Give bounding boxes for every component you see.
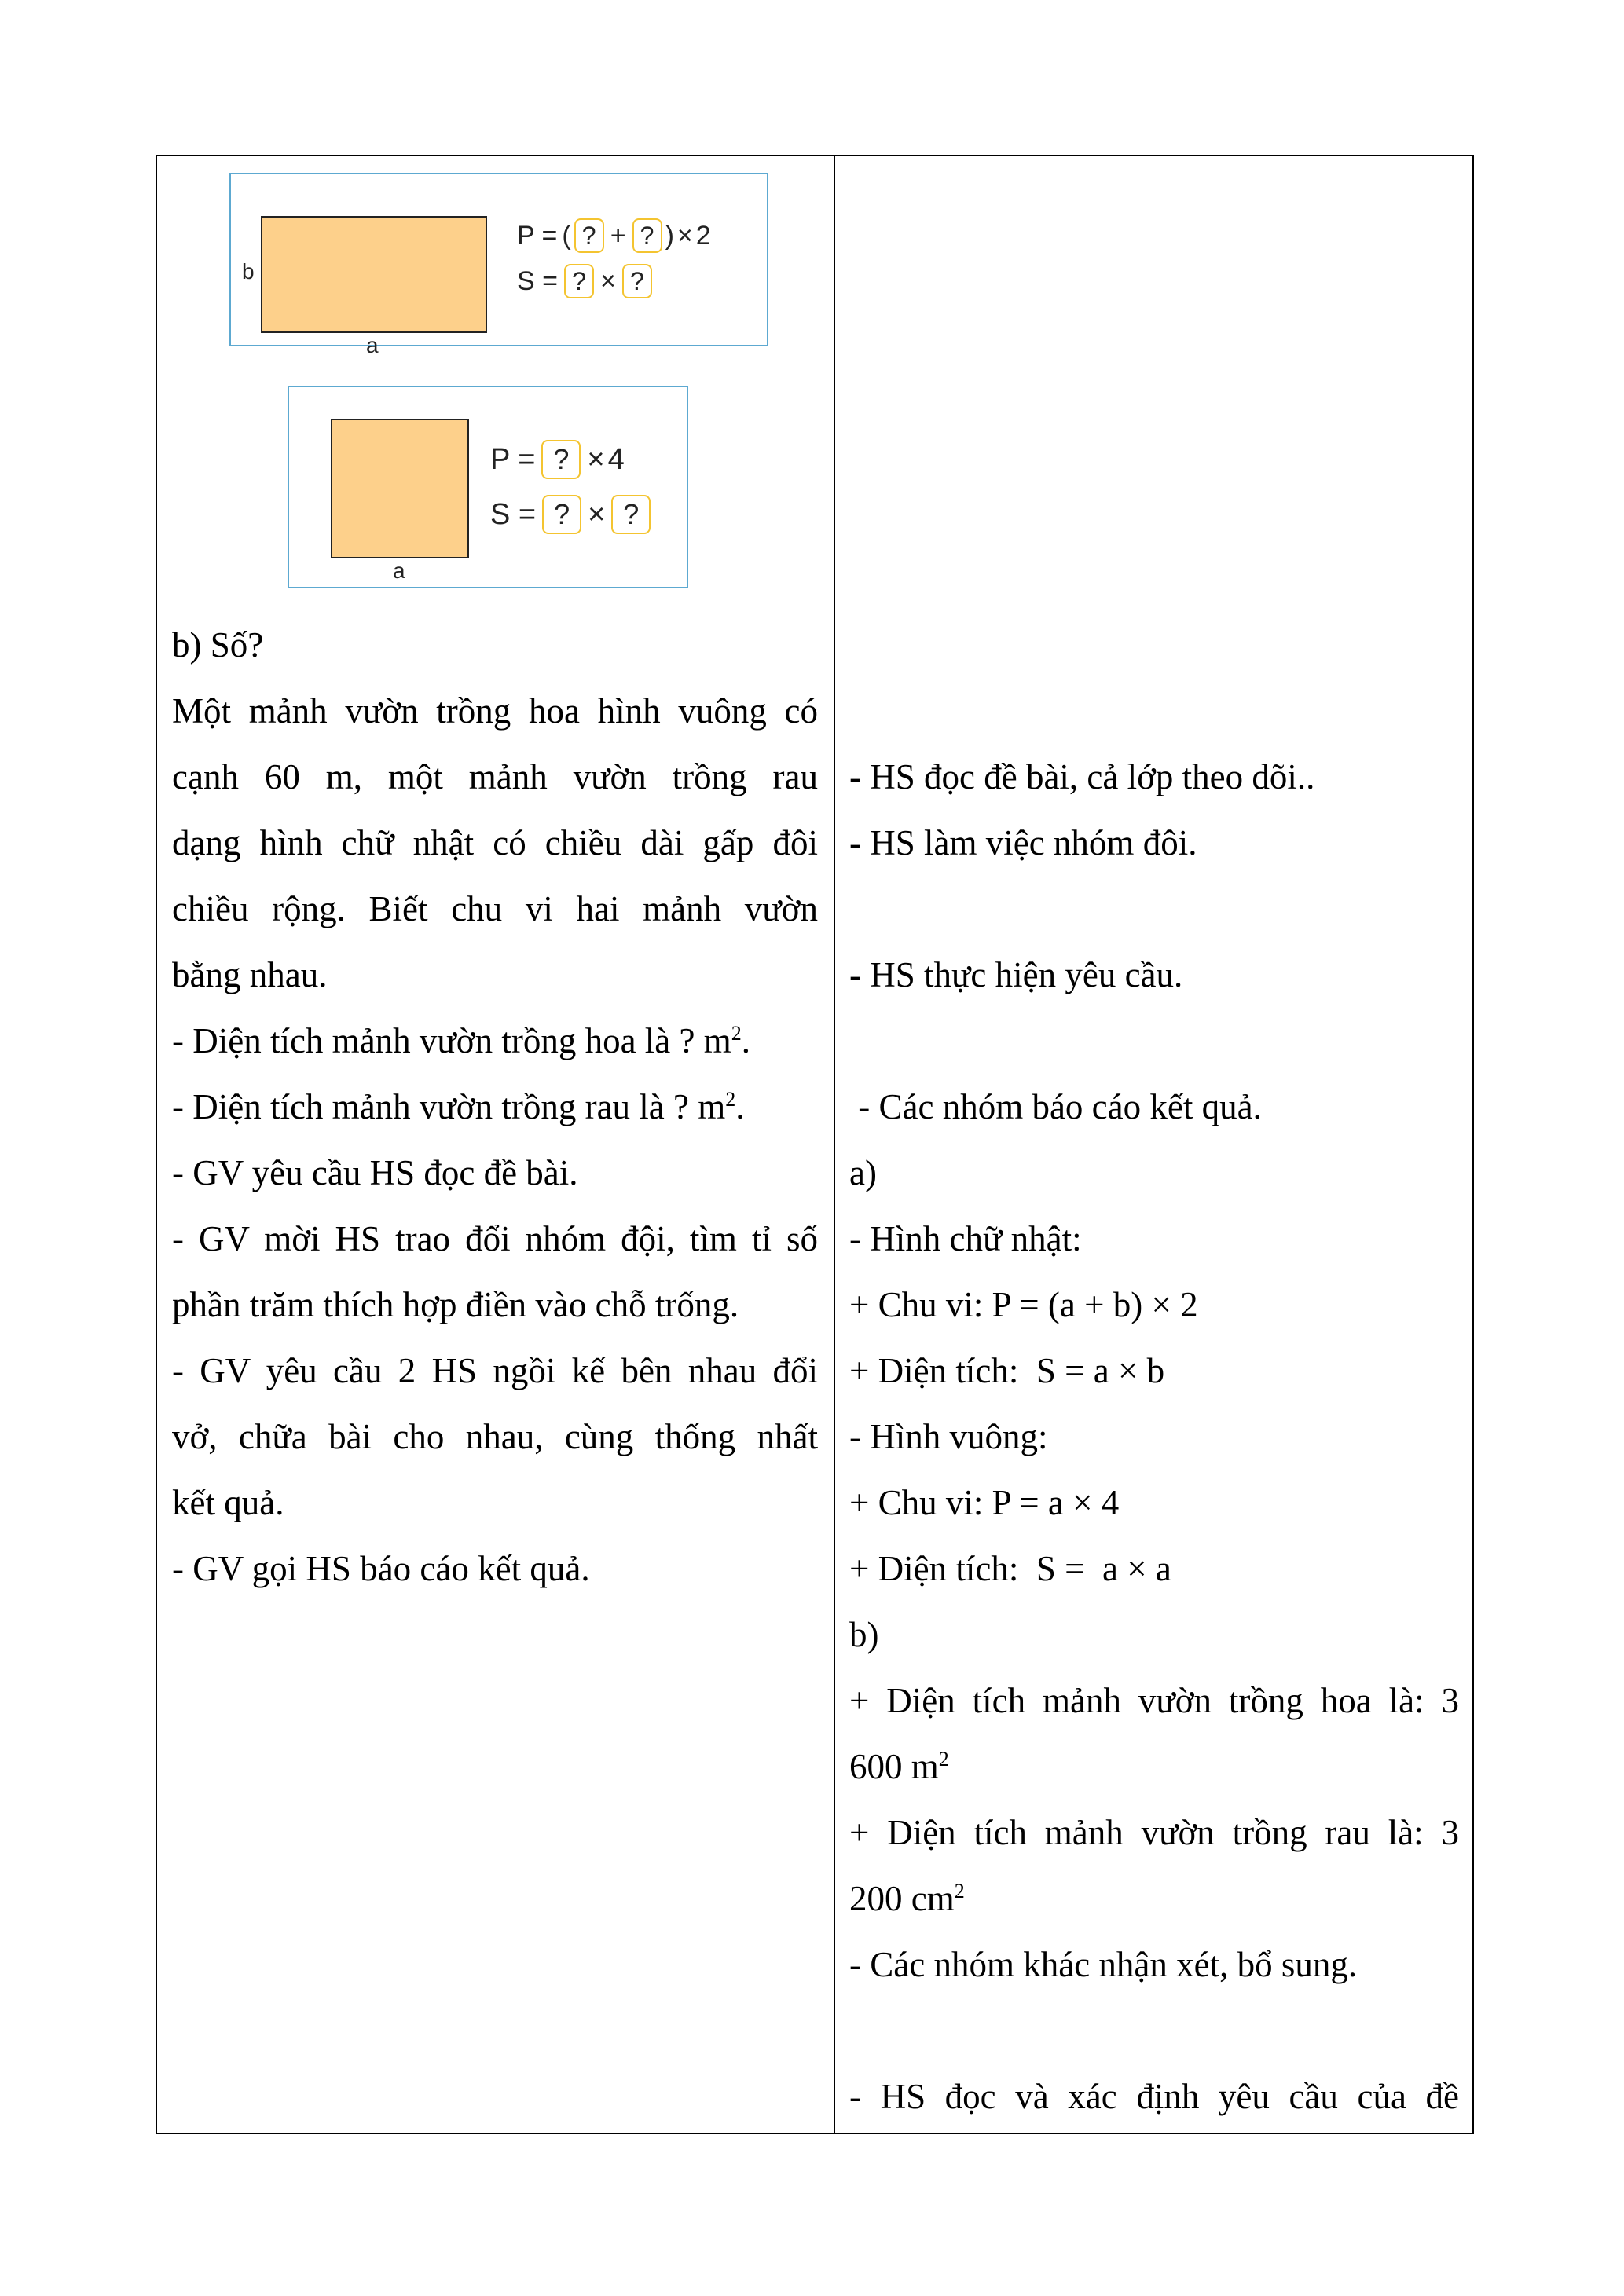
student-step: - Các nhóm khác nhận xét, bổ sung. (849, 1945, 1358, 1984)
answer-box[interactable]: ? (611, 495, 651, 534)
answer-line: - Hình vuông: (849, 1417, 1048, 1456)
exercise-b-title: b) Số? (172, 625, 264, 665)
answer-part-b: b) (849, 1615, 879, 1654)
rectangle-figure (229, 173, 768, 357)
formula-close-paren: ) (665, 220, 674, 251)
answer-line: - Hình chữ nhật: (849, 1219, 1082, 1258)
square-area-formula (490, 495, 654, 534)
answer-line-cont (849, 1743, 949, 1790)
teacher-step-cont: phần trăm thích hợp điền vào chỗ trống. (172, 1285, 739, 1324)
student-step: - HS làm việc nhóm đôi. (849, 823, 1197, 862)
teacher-step: - GV gọi HS báo cáo kết quả. (172, 1549, 590, 1588)
problem-text-line: Một mảnh vườn trồng hoa hình vuông có (172, 691, 818, 731)
superscript: 2 (731, 1022, 742, 1045)
answer-line: + Diện tích mảnh vườn trồng hoa là: 3 (849, 1681, 1459, 1720)
student-step: - HS thực hiện yêu cầu. (849, 955, 1183, 994)
times-sign: × (599, 265, 616, 296)
superscript: 2 (954, 1880, 965, 1902)
answer-value: 600 m (849, 1747, 939, 1786)
student-step: - Các nhóm báo cáo kết quả. (849, 1087, 1262, 1126)
formula-factor: 4 (607, 442, 625, 476)
square-perimeter-formula (490, 440, 625, 479)
answer-line: + Chu vi: P = a × 4 (849, 1483, 1120, 1522)
answer-line: + Diện tích mảnh vườn trồng rau là: 3 (849, 1813, 1459, 1852)
times-sign: × (588, 497, 606, 531)
rectangle-area-formula (517, 264, 655, 298)
question-end: . (735, 1087, 745, 1126)
formula-lhs: S = (490, 497, 537, 531)
teacher-step: - GV mời HS trao đổi nhóm đội, tìm tỉ số (172, 1219, 818, 1258)
answer-line: + Diện tích: S = a × a (849, 1549, 1171, 1588)
square-figure (288, 386, 688, 588)
rectangle-side-a-label: a (366, 333, 379, 357)
square-side-a-label: a (393, 558, 405, 583)
answer-line: + Chu vi: P = (a + b) × 2 (849, 1285, 1198, 1324)
question-text: - Diện tích mảnh vườn trồng rau là ? m (172, 1087, 726, 1126)
problem-text-line: dạng hình chữ nhật có chiều dài gấp đôi (172, 823, 818, 862)
formula-factor: 2 (695, 220, 711, 251)
column-divider (834, 156, 835, 2133)
answer-box[interactable]: ? (622, 264, 652, 298)
rectangle-perimeter-formula (517, 218, 711, 253)
teacher-step: - GV yêu cầu HS đọc đề bài. (172, 1153, 578, 1192)
question-end: . (741, 1021, 751, 1060)
answer-box[interactable]: ? (542, 495, 581, 534)
question-flower-area (172, 1017, 750, 1064)
square-shape (331, 419, 469, 558)
times-sign: × (676, 220, 693, 251)
student-step: - HS đọc đề bài, cả lớp theo dõi.. (849, 757, 1315, 796)
answer-box[interactable]: ? (632, 218, 662, 253)
formula-lhs: P = (490, 442, 536, 476)
question-vegetable-area (172, 1083, 745, 1130)
formula-open-paren: ( (562, 220, 571, 251)
question-text: - Diện tích mảnh vườn trồng hoa là ? m (172, 1021, 731, 1060)
answer-line-cont (849, 1875, 965, 1922)
formula-lhs: P = (517, 220, 558, 251)
formula-lhs: S = (517, 265, 558, 296)
answer-part-a: a) (849, 1153, 877, 1192)
plus-sign: + (610, 220, 626, 251)
answer-line: + Diện tích: S = a × b (849, 1351, 1165, 1390)
superscript: 2 (938, 1748, 949, 1771)
teacher-step-cont: kết quả. (172, 1483, 284, 1522)
times-sign: × (587, 442, 605, 476)
problem-text-line: bằng nhau. (172, 955, 328, 994)
answer-value: 200 cm (849, 1879, 955, 1918)
answer-box[interactable]: ? (564, 264, 594, 298)
student-step: - HS đọc và xác định yêu cầu của đề (849, 2077, 1459, 2116)
problem-text-line: chiều rộng. Biết chu vi hai mảnh vườn (172, 889, 818, 928)
problem-text-line: cạnh 60 m, một mảnh vườn trồng rau (172, 757, 818, 796)
answer-box[interactable]: ? (574, 218, 604, 253)
rectangle-shape (261, 216, 487, 333)
answer-box[interactable]: ? (541, 440, 581, 479)
superscript: 2 (725, 1088, 736, 1111)
lesson-table (156, 155, 1474, 2134)
teacher-step: - GV yêu cầu 2 HS ngồi kế bên nhau đổi (172, 1351, 818, 1390)
teacher-step-cont: vở, chữa bài cho nhau, cùng thống nhất (172, 1417, 818, 1456)
rectangle-side-b-label: b (242, 259, 255, 284)
